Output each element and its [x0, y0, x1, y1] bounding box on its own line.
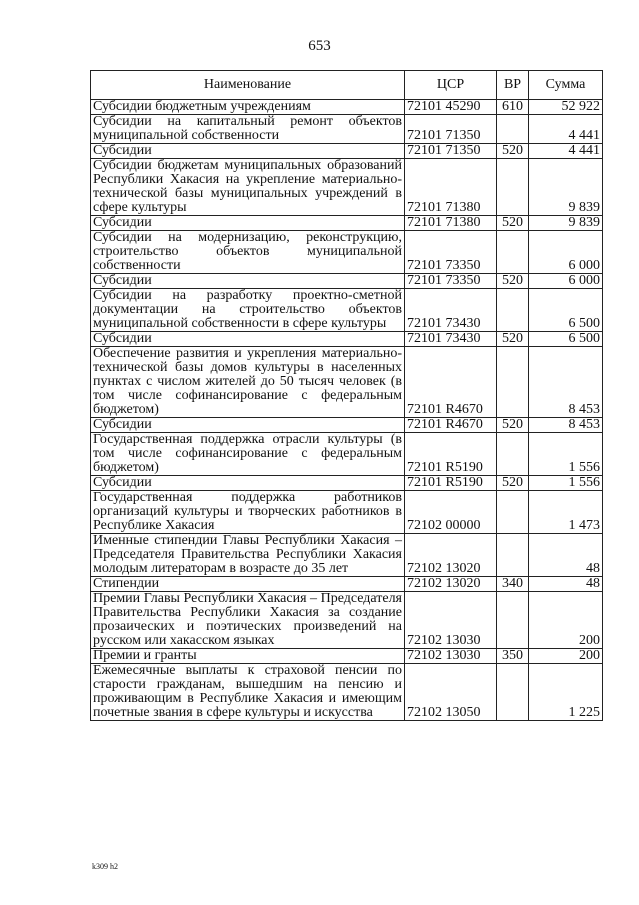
table-row: [91, 577, 603, 592]
cell-sum: 4 441: [529, 144, 603, 159]
cell-vr: [497, 491, 529, 534]
table-row: [91, 274, 603, 289]
cell-name: Субсидии: [91, 332, 405, 347]
cell-name: Субсидии: [91, 476, 405, 491]
cell-sum: 1 473: [529, 491, 603, 534]
table-row: [91, 332, 603, 347]
cell-sum: 6 000: [529, 231, 603, 274]
cell-csr: 72101 R5190: [405, 476, 497, 491]
cell-csr: 72102 13020: [405, 577, 497, 592]
cell-sum: 1 225: [529, 664, 603, 721]
cell-name: Субсидии бюджетам муниципальных образований Республики Хакасия на укрепление материально-технической базы муниципальных учреждений в сфере культуры: [91, 159, 405, 216]
cell-csr: 72101 71350: [405, 115, 497, 144]
cell-csr: 72101 R4670: [405, 347, 497, 418]
cell-sum: 200: [529, 649, 603, 664]
cell-name: Субсидии на модернизацию, реконструкцию, строительство объектов муниципальной собственности: [91, 231, 405, 274]
cell-vr: [497, 592, 529, 649]
table-row: [91, 347, 603, 418]
cell-vr: [497, 289, 529, 332]
cell-name: Именные стипендии Главы Республики Хакасия – Председателя Правительства Республики Хакасия молодым литераторам в возрасте до 35 лет: [91, 534, 405, 577]
cell-csr: 72101 73350: [405, 231, 497, 274]
header-name: Наименование: [91, 71, 405, 100]
cell-name: Ежемесячные выплаты к страховой пенсии по старости гражданам, вышедшим на пенсию и проживающим в Республике Хакасия и имеющим почетные звания в сфере культуры и искусства: [91, 664, 405, 721]
table-row: [91, 476, 603, 491]
cell-sum: 1 556: [529, 433, 603, 476]
cell-vr: 520: [497, 274, 529, 289]
cell-sum: 200: [529, 592, 603, 649]
cell-name: Субсидии: [91, 274, 405, 289]
cell-vr: 340: [497, 577, 529, 592]
cell-sum: 6 500: [529, 289, 603, 332]
cell-name: Премии и гранты: [91, 649, 405, 664]
table-row: [91, 491, 603, 534]
cell-sum: 4 441: [529, 115, 603, 144]
page-number: 653: [308, 38, 331, 54]
cell-sum: 8 453: [529, 418, 603, 433]
cell-vr: 520: [497, 476, 529, 491]
header-csr: ЦСР: [405, 71, 497, 100]
header-vr: ВР: [497, 71, 529, 100]
cell-vr: 520: [497, 418, 529, 433]
cell-vr: [497, 664, 529, 721]
table-row: [91, 534, 603, 577]
cell-vr: 610: [497, 100, 529, 115]
cell-sum: 9 839: [529, 216, 603, 231]
table-row: [91, 216, 603, 231]
cell-vr: [497, 115, 529, 144]
cell-vr: [497, 347, 529, 418]
cell-sum: 6 000: [529, 274, 603, 289]
cell-sum: 9 839: [529, 159, 603, 216]
table-row: [91, 649, 603, 664]
cell-name: Субсидии: [91, 418, 405, 433]
cell-name: Субсидии: [91, 216, 405, 231]
table-row: [91, 100, 603, 115]
cell-sum: 48: [529, 577, 603, 592]
table-row: [91, 433, 603, 476]
cell-csr: 72102 13030: [405, 592, 497, 649]
table-row: [91, 231, 603, 274]
table-row: [91, 115, 603, 144]
table-row: [91, 418, 603, 433]
cell-vr: 520: [497, 216, 529, 231]
cell-name: Государственная поддержка работников организаций культуры и творческих работников в Республике Хакасия: [91, 491, 405, 534]
cell-vr: [497, 231, 529, 274]
table-row: [91, 159, 603, 216]
cell-name: Обеспечение развития и укрепления материально-технической базы домов культуры в населенных пунктах с числом жителей до 50 тысяч человек (в том числе софинансирование с федеральным бюджетом): [91, 347, 405, 418]
footer-code: k309 h2: [92, 862, 118, 871]
cell-vr: 520: [497, 332, 529, 347]
cell-csr: 72101 71380: [405, 216, 497, 231]
table-header-row: [91, 71, 603, 100]
cell-csr: 72101 71380: [405, 159, 497, 216]
cell-name: Премии Главы Республики Хакасия – Председателя Правительства Республики Хакасия за создание прозаических и поэтических произведений на русском или хакасском языках: [91, 592, 405, 649]
cell-sum: 6 500: [529, 332, 603, 347]
cell-name: Субсидии бюджетным учреждениям: [91, 100, 405, 115]
budget-table: [90, 70, 603, 721]
cell-csr: 72102 00000: [405, 491, 497, 534]
cell-name: Субсидии на капитальный ремонт объектов муниципальной собственности: [91, 115, 405, 144]
table-row: [91, 592, 603, 649]
cell-csr: 72101 R5190: [405, 433, 497, 476]
cell-csr: 72101 73430: [405, 332, 497, 347]
table-row: [91, 664, 603, 721]
table-row: [91, 144, 603, 159]
cell-csr: 72101 73430: [405, 289, 497, 332]
table-row: [91, 289, 603, 332]
cell-vr: [497, 159, 529, 216]
cell-vr: [497, 534, 529, 577]
header-sum: Сумма: [529, 71, 603, 100]
cell-name: Государственная поддержка отрасли культуры (в том числе софинансирование с федеральным бюджетом): [91, 433, 405, 476]
cell-sum: 52 922: [529, 100, 603, 115]
cell-csr: 72101 71350: [405, 144, 497, 159]
cell-sum: 8 453: [529, 347, 603, 418]
cell-csr: 72101 45290: [405, 100, 497, 115]
cell-name: Субсидии на разработку проектно-сметной документации на строительство объектов муниципальной собственности в сфере культуры: [91, 289, 405, 332]
cell-csr: 72101 73350: [405, 274, 497, 289]
cell-vr: 520: [497, 144, 529, 159]
cell-name: Субсидии: [91, 144, 405, 159]
cell-vr: 350: [497, 649, 529, 664]
cell-csr: 72102 13020: [405, 534, 497, 577]
cell-csr: 72102 13050: [405, 664, 497, 721]
cell-name: Стипендии: [91, 577, 405, 592]
cell-sum: 48: [529, 534, 603, 577]
cell-csr: 72101 R4670: [405, 418, 497, 433]
cell-sum: 1 556: [529, 476, 603, 491]
cell-vr: [497, 433, 529, 476]
cell-csr: 72102 13030: [405, 649, 497, 664]
